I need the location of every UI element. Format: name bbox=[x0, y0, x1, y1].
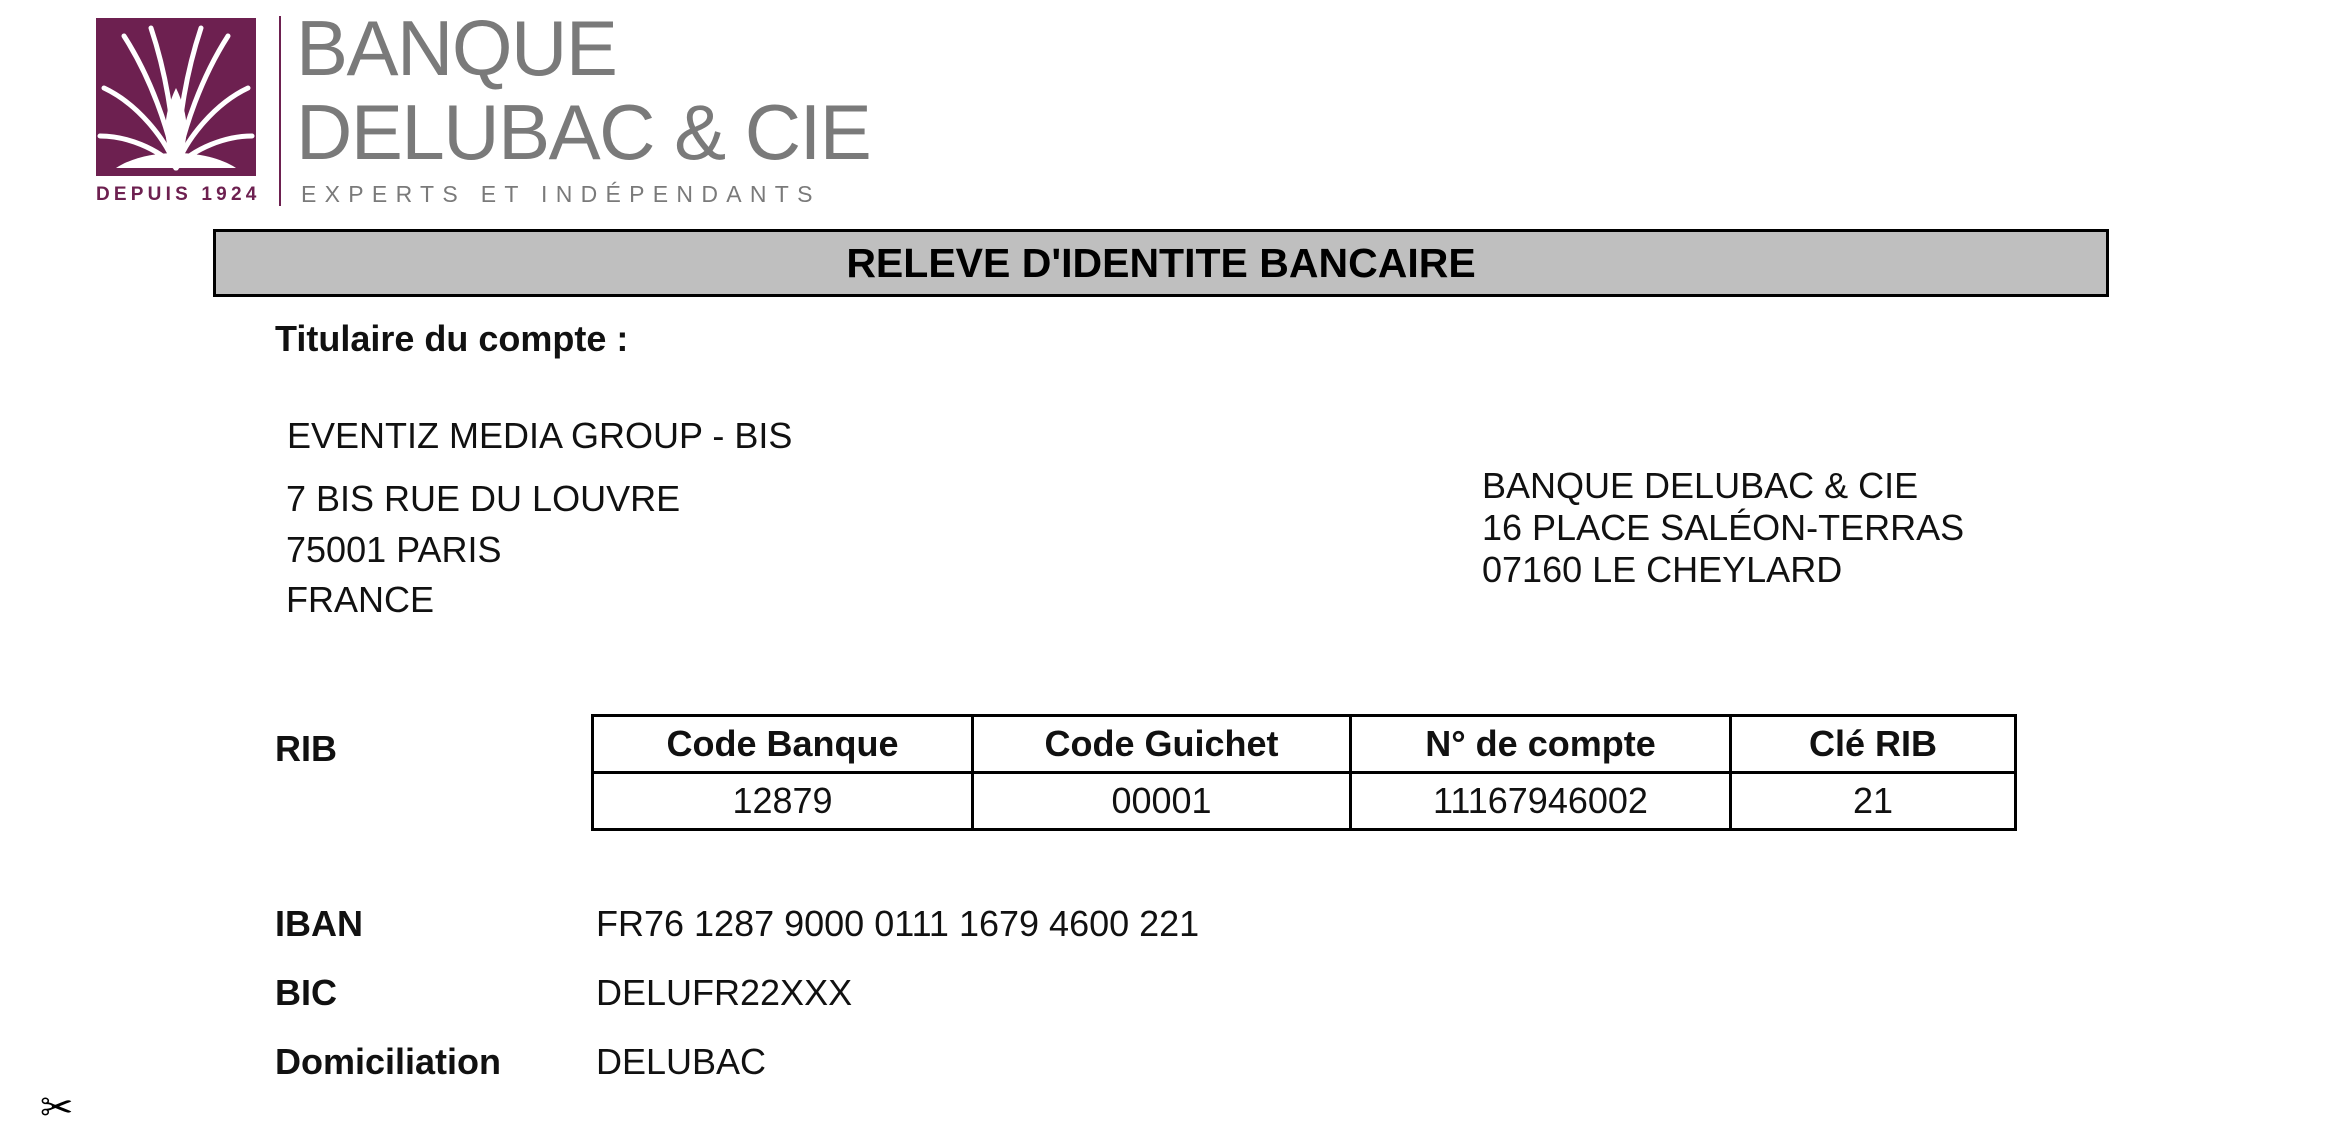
document-title: RELEVE D'IDENTITE BANCAIRE bbox=[213, 229, 2109, 297]
rib-account-number: 11167946002 bbox=[1351, 773, 1731, 830]
holder-address-line: 7 BIS RUE DU LOUVRE bbox=[286, 478, 681, 519]
rib-code-guichet: 00001 bbox=[973, 773, 1351, 830]
holder-address-line: 75001 PARIS bbox=[286, 528, 502, 570]
bank-logo bbox=[96, 4, 876, 207]
iban-label: IBAN bbox=[275, 903, 363, 944]
rib-header-account-number: N° de compte bbox=[1351, 716, 1731, 773]
rib-header-code-guichet: Code Guichet bbox=[973, 716, 1351, 773]
bank-address-line: 07160 LE CHEYLARD bbox=[1482, 549, 1843, 590]
rib-key: 21 bbox=[1731, 773, 2016, 830]
logo-name-line-1: BANQUE bbox=[296, 4, 617, 92]
rib-header-row bbox=[593, 716, 2016, 773]
logo-name-line-2: DELUBAC & CIE bbox=[296, 88, 871, 176]
holder-name: EVENTIZ MEDIA GROUP - BIS bbox=[287, 415, 793, 456]
scissors-icon: ✂ bbox=[40, 1086, 74, 1130]
logo-wordmark bbox=[296, 6, 870, 174]
logo-since: DEPUIS 1924 bbox=[96, 184, 261, 205]
rib-value-row bbox=[593, 773, 2016, 830]
bank-address bbox=[1482, 465, 1964, 591]
rib-header-rib-key: Clé RIB bbox=[1731, 716, 2016, 773]
domiciliation-value: DELUBAC bbox=[596, 1041, 767, 1082]
logo-tagline: EXPERTS ET INDÉPENDANTS bbox=[301, 181, 821, 207]
holder-address-line: FRANCE bbox=[286, 579, 435, 620]
rib-code-banque: 12879 bbox=[593, 773, 973, 830]
holder-address bbox=[286, 474, 680, 626]
rib-table bbox=[591, 714, 2017, 831]
rib-label: RIB bbox=[275, 728, 337, 769]
holder-label: Titulaire du compte : bbox=[275, 318, 629, 359]
domiciliation-label: Domiciliation bbox=[275, 1041, 502, 1082]
logo-divider bbox=[279, 16, 281, 206]
bic-value: DELUFR22XXX bbox=[596, 972, 853, 1013]
iban-value: FR76 1287 9000 0111 1679 4600 221 bbox=[596, 903, 1200, 944]
bank-address-line: BANQUE DELUBAC & CIE bbox=[1482, 465, 1919, 506]
rib-header-code-banque: Code Banque bbox=[593, 716, 973, 773]
bic-label: BIC bbox=[275, 972, 337, 1013]
logo-emblem-icon bbox=[96, 18, 256, 176]
bank-address-line: 16 PLACE SALÉON-TERRAS bbox=[1482, 507, 1965, 548]
